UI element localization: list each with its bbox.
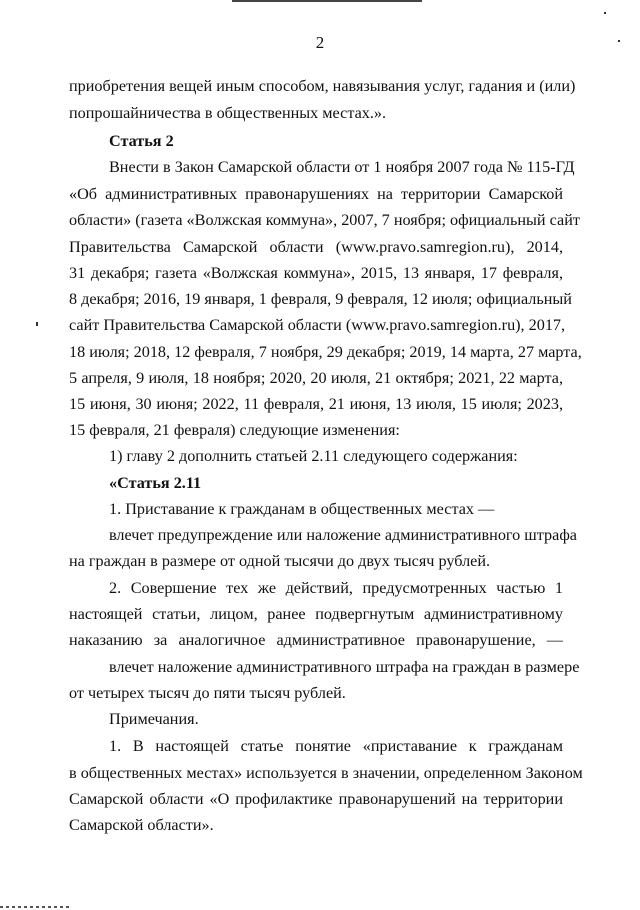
text-line: в общественных местах» используется в значении, определенном Законом [69, 764, 583, 782]
text-line: влечет предупреждение или наложение административного штрафа [109, 526, 577, 544]
text-line: 15 июня, 30 июня; 2022, 11 февраля, 21 июня, 13 июля, 15 июля; 2023, [69, 395, 563, 413]
text-line: влечет наложение административного штрафа на граждан в размере [109, 658, 580, 676]
text-line: сайт Правительства Самарской области (www.pravo.samregion.ru), 2017, [69, 316, 566, 334]
scan-speck [618, 40, 620, 42]
scan-top-edge [232, 0, 422, 2]
scan-speck [604, 12, 606, 14]
text-line: на граждан в размере от одной тысячи до двух тысяч рублей. [69, 552, 491, 570]
text-line: 8 декабря; 2016, 19 января, 1 февраля, 9 февраля, 12 июля; официальный [69, 290, 572, 308]
text-line: 1. В настоящей статье понятие «приставание к гражданам [109, 737, 563, 755]
text-line: 31 декабря; газета «Волжская коммуна», 2015, 13 января, 17 февраля, [69, 264, 563, 282]
text-line: 1) главу 2 дополнить статьей 2.11 следующего содержания: [109, 447, 518, 465]
article-heading: Статья 2 [109, 132, 174, 150]
page-number: 2 [315, 33, 325, 52]
text-line: «Об административных правонарушениях на территории Самарской [69, 185, 563, 203]
text-line: Примечания. [109, 710, 199, 728]
text-line: Самарской области». [69, 816, 214, 834]
text-line: Внести в Закон Самарской области от 1 ноября 2007 года № 115-ГД [109, 158, 575, 176]
text-line: Правительства Самарской области (www.pravo.samregion.ru), 2014, [69, 238, 563, 256]
text-line: от четырех тысяч до пяти тысяч рублей. [69, 684, 346, 702]
scan-speck [36, 322, 38, 326]
scan-bottom-edge [0, 906, 70, 908]
text-line: Самарской области «О профилактике правонарушений на территории [69, 790, 563, 808]
text-line: 15 февраля, 21 февраля) следующие изменения: [69, 421, 400, 439]
article-heading: «Статья 2.11 [109, 474, 202, 492]
text-line: 2. Совершение тех же действий, предусмотренных частью 1 [109, 579, 563, 597]
text-line: настоящей статьи, лицом, ранее подвергнутым административному [69, 605, 563, 623]
text-line: приобретения вещей иным способом, навязывания услуг, гадания и (или) [69, 77, 576, 95]
text-line: 18 июля; 2018, 12 февраля, 7 ноября, 29 декабря; 2019, 14 марта, 27 марта, [69, 343, 582, 361]
text-line: 1. Приставание к гражданам в общественных местах — [109, 500, 495, 518]
text-line: 5 апреля, 9 июля, 18 ноября; 2020, 20 июля, 21 октября; 2021, 22 марта, [69, 369, 563, 387]
text-line: области» (газета «Волжская коммуна», 2007, 7 ноября; официальный сайт [69, 211, 580, 229]
text-line: наказанию за аналогичное административное правонарушение, — [69, 631, 563, 649]
text-line: попрошайничества в общественных местах.». [69, 104, 387, 122]
